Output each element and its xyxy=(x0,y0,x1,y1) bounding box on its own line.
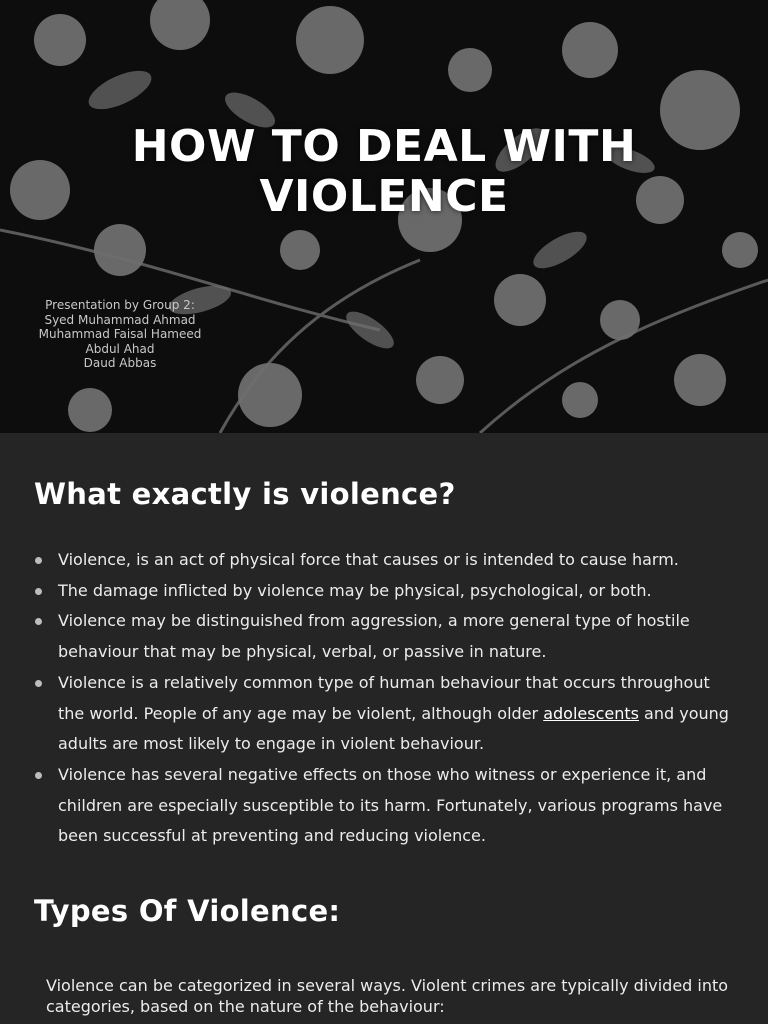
what-is-violence-heading: What exactly is violence? xyxy=(34,477,456,511)
presenter-name: Muhammad Faisal Hameed xyxy=(38,327,202,342)
bullet-text-after-link: and young adults are most likely to engage in violent behaviour. xyxy=(58,703,729,754)
bullet-item: Violence may be distinguished from aggression, a more general type of hostile behaviour that may be physical, verbal, or passive in nature. xyxy=(34,606,734,667)
presenters-heading: Presentation by Group 2: xyxy=(45,298,195,312)
types-intro-paragraph: Violence can be categorized in several ways. Violent crimes are typically divided into categories, based on the nature of the behaviour: xyxy=(46,976,729,1016)
types-of-violence-heading: Types Of Violence: xyxy=(34,894,341,928)
presenter-name: Syed Muhammad Ahmad xyxy=(44,312,196,327)
adolescents-link[interactable]: adolescents xyxy=(543,703,639,723)
presenter-name: Daud Abbas xyxy=(83,356,157,371)
definition-bullet-list xyxy=(34,545,734,852)
bullet-item: Violence, is an act of physical force that causes or is intended to cause harm. xyxy=(34,545,734,576)
content-slide xyxy=(0,433,768,1024)
title-line-2: VIOLENCE xyxy=(259,171,509,222)
presenters-list xyxy=(20,298,220,371)
title-slide xyxy=(0,0,768,433)
bullet-item: Violence has several negative effects on those who witness or experience it, and children are especially susceptible to its harm. Fortunately, various programs have been successful at preventing and reducing violence. xyxy=(34,760,734,852)
presenter-name: Abdul Ahad xyxy=(85,341,155,356)
presentation-title xyxy=(0,122,768,222)
bullet-text-before-link: Violence is a relatively common type of human behaviour that occurs throughout the world. People of any age may be violent, although older xyxy=(58,672,710,723)
title-line-1: HOW TO DEAL WITH xyxy=(131,121,637,172)
bullet-item: The damage inflicted by violence may be physical, psychological, or both. xyxy=(34,576,734,607)
bullet-item xyxy=(34,668,734,760)
